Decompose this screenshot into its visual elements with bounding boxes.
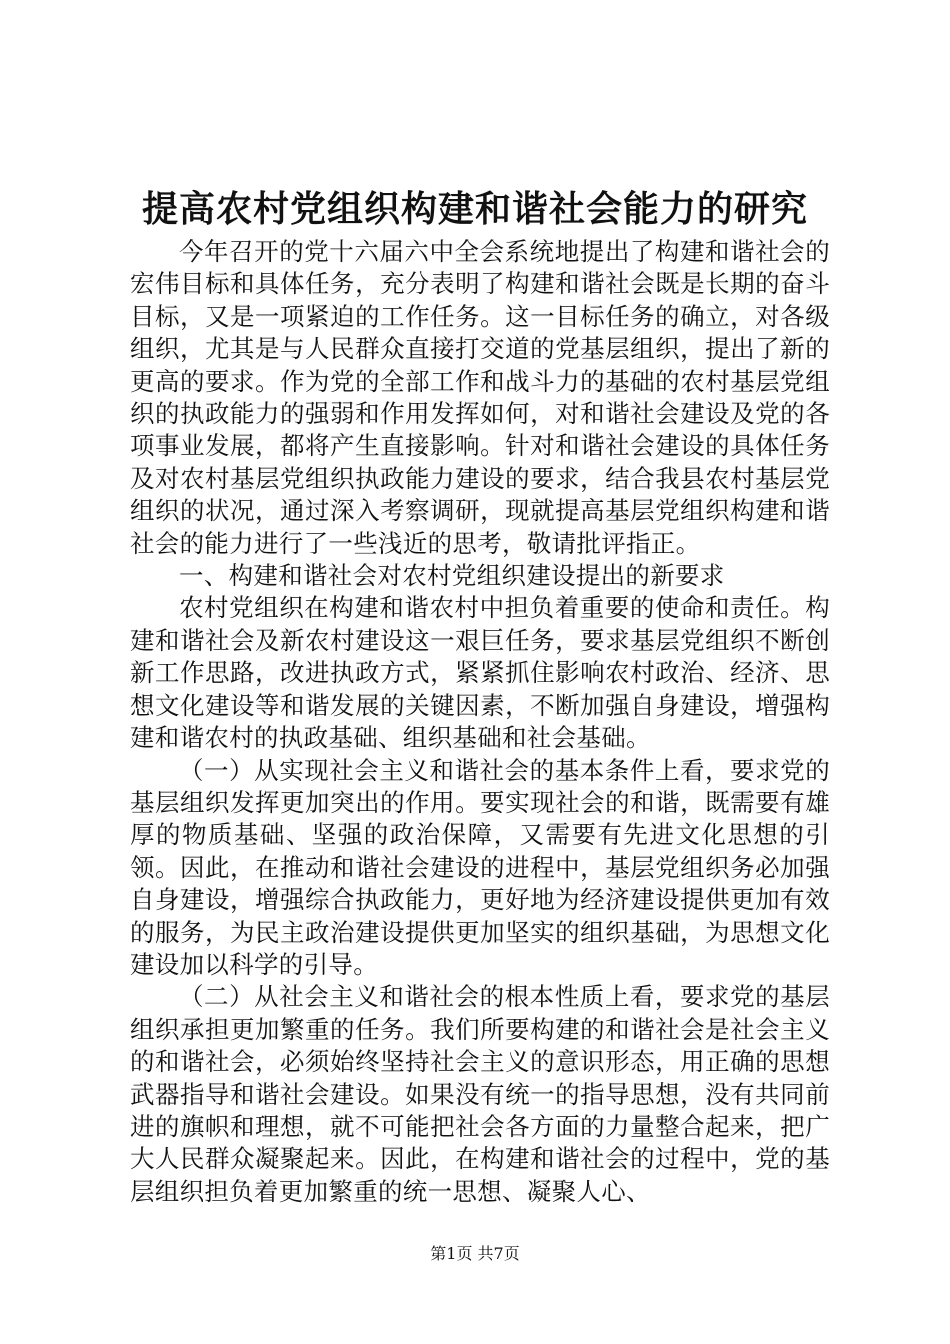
paragraph-point-2: （二）从社会主义和谐社会的根本性质上看，要求党的基层组织承担更加繁重的任务。我们所要构建的和谐社会是社会主义的和谐社会，必须始终坚持社会主义的意识形态，用正确的思想武器指导和谐社会建设。如果没有统一的指导思想，没有共同前进的旗帜和理想，就不可能把社会各方面的力量整合起来，把广大人民群众凝聚起来。因此，在构建和谐社会的过程中，党的基层组织担负着更加繁重的统一思想、凝聚人心、 <box>130 982 830 1206</box>
document-title: 提高农村党组织构建和谐社会能力的研究 <box>141 188 808 230</box>
paragraph-point-1: （一）从实现社会主义和谐社会的基本条件上看，要求党的基层组织发挥更加突出的作用。要实现社会的和谐，既需要有雄厚的物质基础、坚强的政治保障，又需要有先进文化思想的引领。因此，在推动和谐社会建设的进程中，基层党组织务必加强自身建设，增强综合执政能力，更好地为经济建设提供更加有效的服务，为民主政治建设提供更加坚实的组织基础，为思想文化建设加以科学的引导。 <box>130 755 830 979</box>
paragraph-section-1: 农村党组织在构建和谐农村中担负着重要的使命和责任。构建和谐社会及新农村建设这一艰巨任务，要求基层党组织不断创新工作思路，改进执政方式，紧紧抓住影响农村政治、经济、思想文化建设等和谐发展的关键因素，不断加强自身建设，增强构建和谐农村的执政基础、组织基础和社会基础。 <box>130 593 830 753</box>
document-body <box>130 236 830 1208</box>
page-footer: 第1页 共7页 <box>430 1244 520 1263</box>
paragraph-intro: 今年召开的党十六届六中全会系统地提出了构建和谐社会的宏伟目标和具体任务，充分表明了构建和谐社会既是长期的奋斗目标，又是一项紧迫的工作任务。这一目标任务的确立，对各级组织，尤其是与人民群众直接打交道的党基层组织，提出了新的更高的要求。作为党的全部工作和战斗力的基础的农村基层党组织的执政能力的强弱和作用发挥如何，对和谐社会建设及党的各项事业发展，都将产生直接影响。针对和谐社会建设的具体任务及对农村基层党组织执政能力建设的要求，结合我县农村基层党组织的状况，通过深入考察调研，现就提高基层党组织构建和谐社会的能力进行了一些浅近的思考，敬请批评指正。 <box>130 237 830 558</box>
section-heading-1: 一、构建和谐社会对农村党组织建设提出的新要求 <box>179 561 725 591</box>
